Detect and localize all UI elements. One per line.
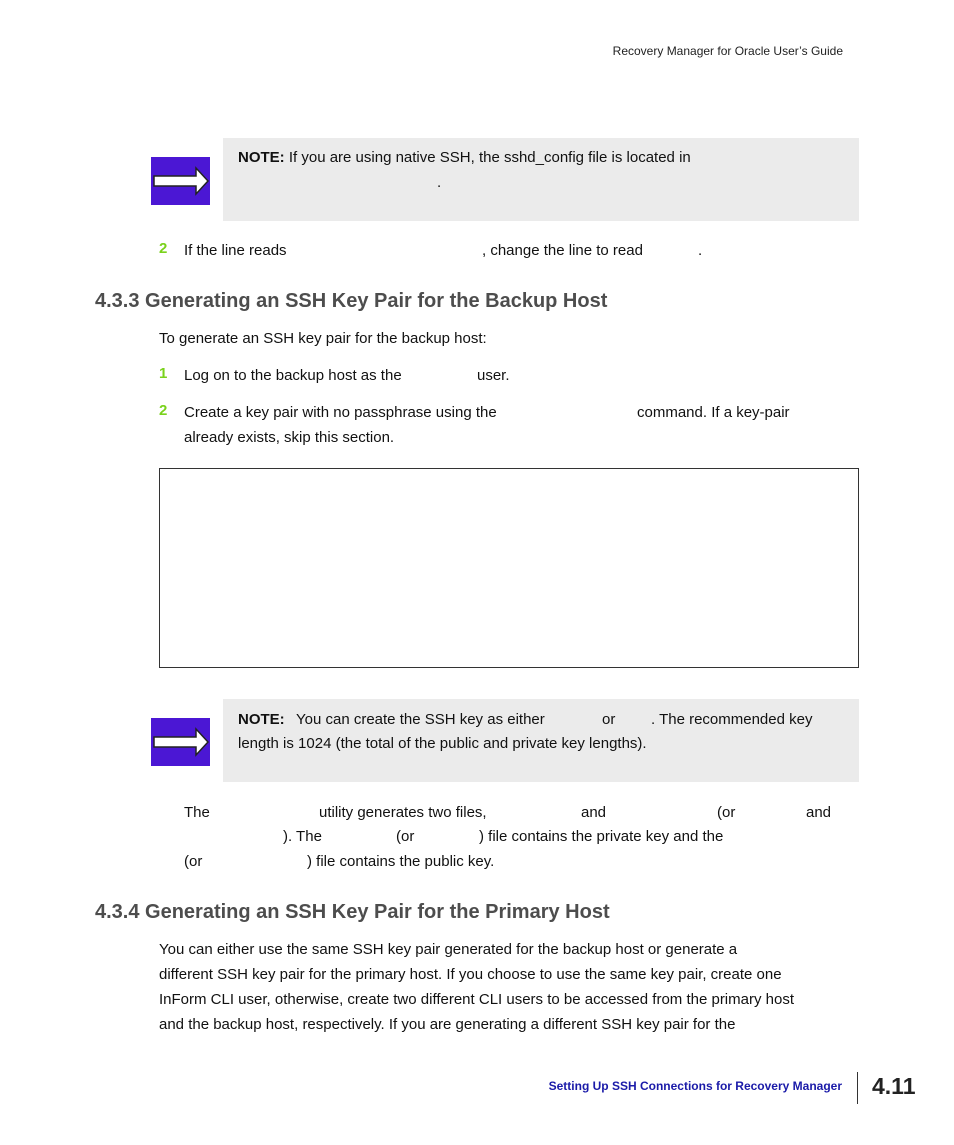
paragraph-line: different SSH key pair for the primary host. If you choose to use the same key pair, create one — [159, 966, 782, 983]
note-line-2: . — [437, 174, 442, 191]
note-text: . The recommended key — [651, 711, 813, 728]
step-number: 1 — [159, 365, 168, 382]
paragraph-text: ) file contains the private key and the — [479, 828, 724, 845]
step-text: , change the line to read — [482, 242, 643, 259]
step-text: If the line reads — [184, 242, 287, 259]
code-example-box — [159, 468, 859, 668]
note-line-1: If you are using native SSH, the sshd_config file is located in — [288, 149, 691, 166]
step-number: 2 — [159, 240, 168, 257]
paragraph-text: ) file contains the public key. — [307, 853, 495, 870]
paragraph-line: You can either use the same SSH key pair generated for the backup host or generate a — [159, 941, 738, 958]
section-heading: 4.3.4 Generating an SSH Key Pair for the Primary Host — [95, 901, 610, 923]
note-label: NOTE: — [238, 149, 285, 166]
note-text: You can create the SSH key as either — [296, 711, 545, 728]
step-text: . — [698, 242, 703, 259]
note-text — [238, 146, 848, 170]
paragraph-text: utility generates two files, — [319, 804, 487, 821]
note-label: NOTE: — [238, 711, 285, 728]
note-text — [238, 708, 285, 732]
note-arrow-icon — [151, 157, 210, 205]
running-header: Recovery Manager for Oracle User’s Guide — [612, 44, 843, 58]
paragraph-line: and the backup host, respectively. If you are generating a different SSH key pair for the — [159, 1016, 736, 1033]
note-text: or — [602, 711, 616, 728]
paragraph-text: and — [806, 804, 832, 821]
footer-divider — [857, 1072, 858, 1104]
paragraph-line: InForm CLI user, otherwise, create two different CLI users to be accessed from the primary host — [159, 991, 794, 1008]
step-number: 2 — [159, 402, 168, 419]
paragraph-text: The — [184, 804, 210, 821]
page-number: 4.11 — [872, 1073, 916, 1099]
note-text: length is 1024 (the total of the public and private key lengths). — [238, 735, 647, 752]
step-text: already exists, skip this section. — [184, 429, 395, 446]
paragraph-text: (or — [396, 828, 415, 845]
paragraph-text: (or — [184, 853, 203, 870]
paragraph-text: (or — [717, 804, 736, 821]
step-text: command. If a key-pair — [637, 404, 790, 421]
step-text: Create a key pair with no passphrase using the — [184, 404, 497, 421]
footer-chapter-title: Setting Up SSH Connections for Recovery Manager — [548, 1079, 842, 1093]
paragraph-text: and — [581, 804, 607, 821]
note-arrow-icon — [151, 718, 210, 766]
step-text: user. — [477, 367, 510, 384]
section-intro: To generate an SSH key pair for the backup host: — [159, 330, 487, 347]
step-text: Log on to the backup host as the — [184, 367, 402, 384]
section-heading: 4.3.3 Generating an SSH Key Pair for the Backup Host — [95, 290, 608, 312]
paragraph-text: ). The — [283, 828, 322, 845]
